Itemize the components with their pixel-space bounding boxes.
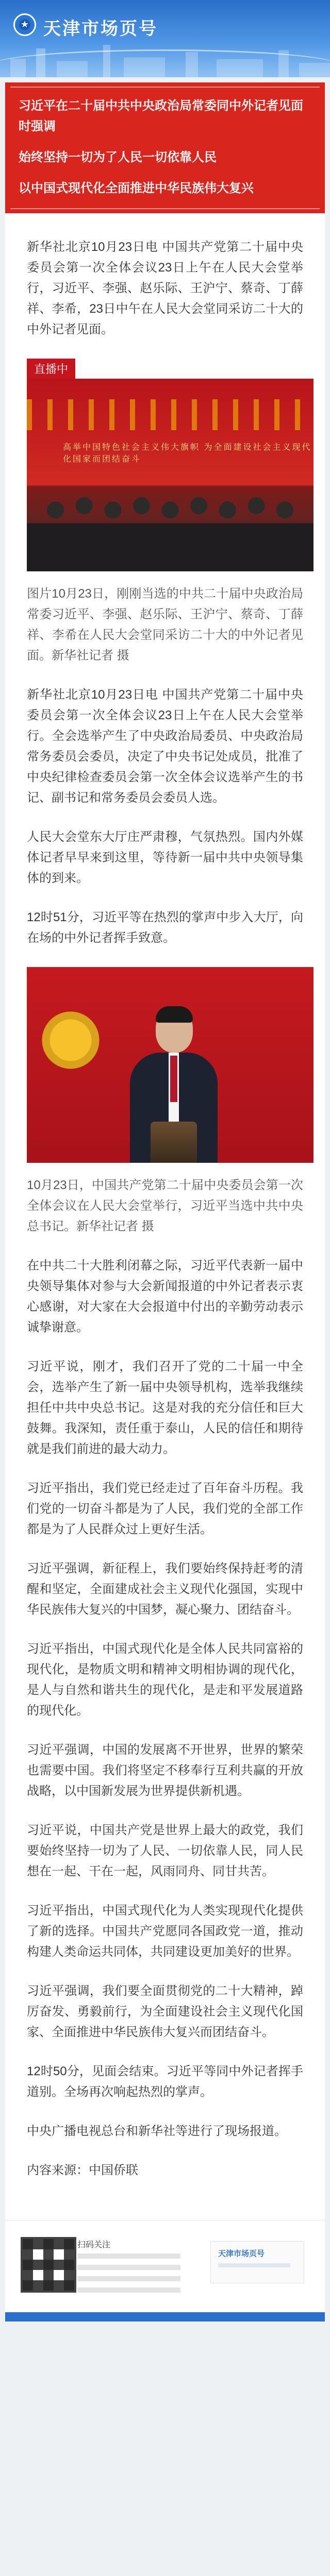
paragraph: 习近平说，中国共产党是世界上最大的政党，我们要始终坚持一切为了人民、一切依靠人民，同人民想在一起、干在一起，风雨同舟、同甘共苦。 (27, 1823, 303, 1878)
site-name: 天津市场页号 (43, 19, 158, 39)
qr-code-icon[interactable] (21, 2237, 76, 2293)
footer-logo-text: 天津市场页号 (218, 2249, 265, 2258)
paragraph: 习近平强调，中国的发展离不开世界，世界的繁荣也需要中国。我们将坚定不移奉行互利共赢的开放战略，以中国新发展为世界提供新机遇。 (27, 1743, 303, 1798)
footer-logo-line (218, 2263, 290, 2267)
live-tag: 直播中 (27, 359, 75, 379)
headline-box (5, 82, 325, 213)
paragraph: 12时50分，见面会结束。习近平等同中外记者挥手道别。全场再次响起热烈的掌声。 (27, 2064, 303, 2099)
paragraph: 习近平指出，我们党已经走过了百年奋斗历程。我们党的一切奋斗都是为了人民，我们党的全部工作都是为了人民群众过上更好生活。 (27, 1481, 303, 1536)
paragraph: 12时51分，习近平等在热烈的掌声中步入大厅，向在场的中外记者挥手致意。 (27, 910, 303, 945)
paragraph: 新华社北京10月23日电 中国共产党第二十届中央委员会第一次全体会议23日上午在人民大会堂举行。全会选举产生了中央政治局委员、中央政治局常务委员会委员，决定了中央书记处成员，批准了中央纪律检查委员会第一次全体会议选举产生的书记、副书记和常务委员会委员人选。 (27, 688, 303, 805)
page-footer (5, 2220, 325, 2321)
city-skyline-illustration (0, 41, 330, 77)
crowd-silhouette (27, 484, 314, 571)
photo-speaker (27, 967, 314, 1163)
site-banner (0, 0, 330, 77)
qr-caption: 扫码关注 (77, 2241, 111, 2249)
emblem-icon (37, 1003, 104, 1096)
footer-logo[interactable] (210, 2241, 304, 2283)
headline-1: 习近平在二十届中共中央政治局常委同中外记者见面时强调 (19, 99, 303, 133)
article-body (5, 213, 325, 2220)
headline-3: 以中国式现代化全面推进中华民族伟大复兴 (19, 181, 254, 195)
paragraph: 习近平指出，中国式现代化为人类实现现代化提供了新的选择。中国共产党愿同各国政党一道，推动构建人类命运共同体，共同建设更加美好的世界。 (27, 1904, 303, 1959)
paragraph: 在中共二十大胜利闭幕之际，习近平代表新一届中央领导集体对参与大会新闻报道的中外记者表示衷心感谢，对大家在大会报道中付出的辛勤劳动表示诚挚谢意。 (27, 1259, 303, 1334)
paragraph: 习近平指出，中国式现代化是全体人民共同富裕的现代化，是物质文明和精神文明相协调的现代化，是人与自然和谐共生的现代化，是走和平发展道路的现代化。 (27, 1642, 303, 1718)
footer-bar (5, 2312, 325, 2321)
footer-text-lines (77, 2253, 180, 2299)
paragraph: 习近平强调，我们要全面贯彻党的二十大精神，踔厉奋发、勇毅前行，为全面建设社会主义现代化国家、全面推进中华民族伟大复兴而团结奋斗。 (27, 1984, 303, 2039)
photo-caption: 10月23日，中国共产党第二十届中央委员会第一次全体会议在人民大会堂举行，习近平当选中共中央总书记。新华社记者 摄 (27, 1178, 303, 1233)
source-note: 内容来源：中国侨联 (27, 2163, 138, 2177)
paragraph: 中央广播电视总台和新华社等进行了现场报道。 (27, 2124, 287, 2138)
photo-slogan: 高举中国特色社会主义伟大旗帜 为全面建设社会主义现代化国家而团结奋斗 (63, 443, 312, 464)
site-logo-icon (13, 13, 36, 36)
paragraph: 新华社北京10月23日电 中国共产党第二十届中央委员会第一次全体会议23日上午在人民大会堂举行，习近平、李强、赵乐际、王沪宁、蔡奇、丁薛祥、李希，23日中午在人民大会堂同采访二十大的中外记者见面。 (27, 240, 303, 336)
headline-2: 始终坚持一切为了人民一切依靠人民 (19, 150, 217, 164)
photo-caption: 图片10月23日，刚刚当选的中共二十届中央政治局常委习近平、李强、赵乐际、王沪宁、蔡奇、丁薛祥、李希在人民大会堂同采访二十大的中外记者见面。新华社记者 摄 (27, 587, 303, 663)
flag-decoration (27, 399, 314, 430)
photo-press-conference (27, 379, 314, 571)
paragraph: 习近平强调，新征程上，我们要始终保持赶考的清醒和坚定，全面建成社会主义现代化强国，实现中华民族伟大复兴的中国梦，凝心聚力、团结奋斗。 (27, 1562, 303, 1617)
paragraph: 人民大会堂东大厅庄严肃穆，气氛热烈。国内外媒体记者早早来到这里，等待新一届中共中央领导集体的到来。 (27, 830, 303, 885)
speaker-hair (156, 1006, 193, 1023)
paragraph: 习近平说，刚才，我们召开了党的二十届一中全会，选举产生了新一届中央领导机构，选举我继续担任中共中央总书记。这是对我的充分信任和巨大鼓舞。我深知，责任重于泰山，人民的信任和期待就是我们前进的最大动力。 (27, 1360, 303, 1456)
speaker-tie (170, 1056, 177, 1102)
podium (151, 1122, 197, 1163)
